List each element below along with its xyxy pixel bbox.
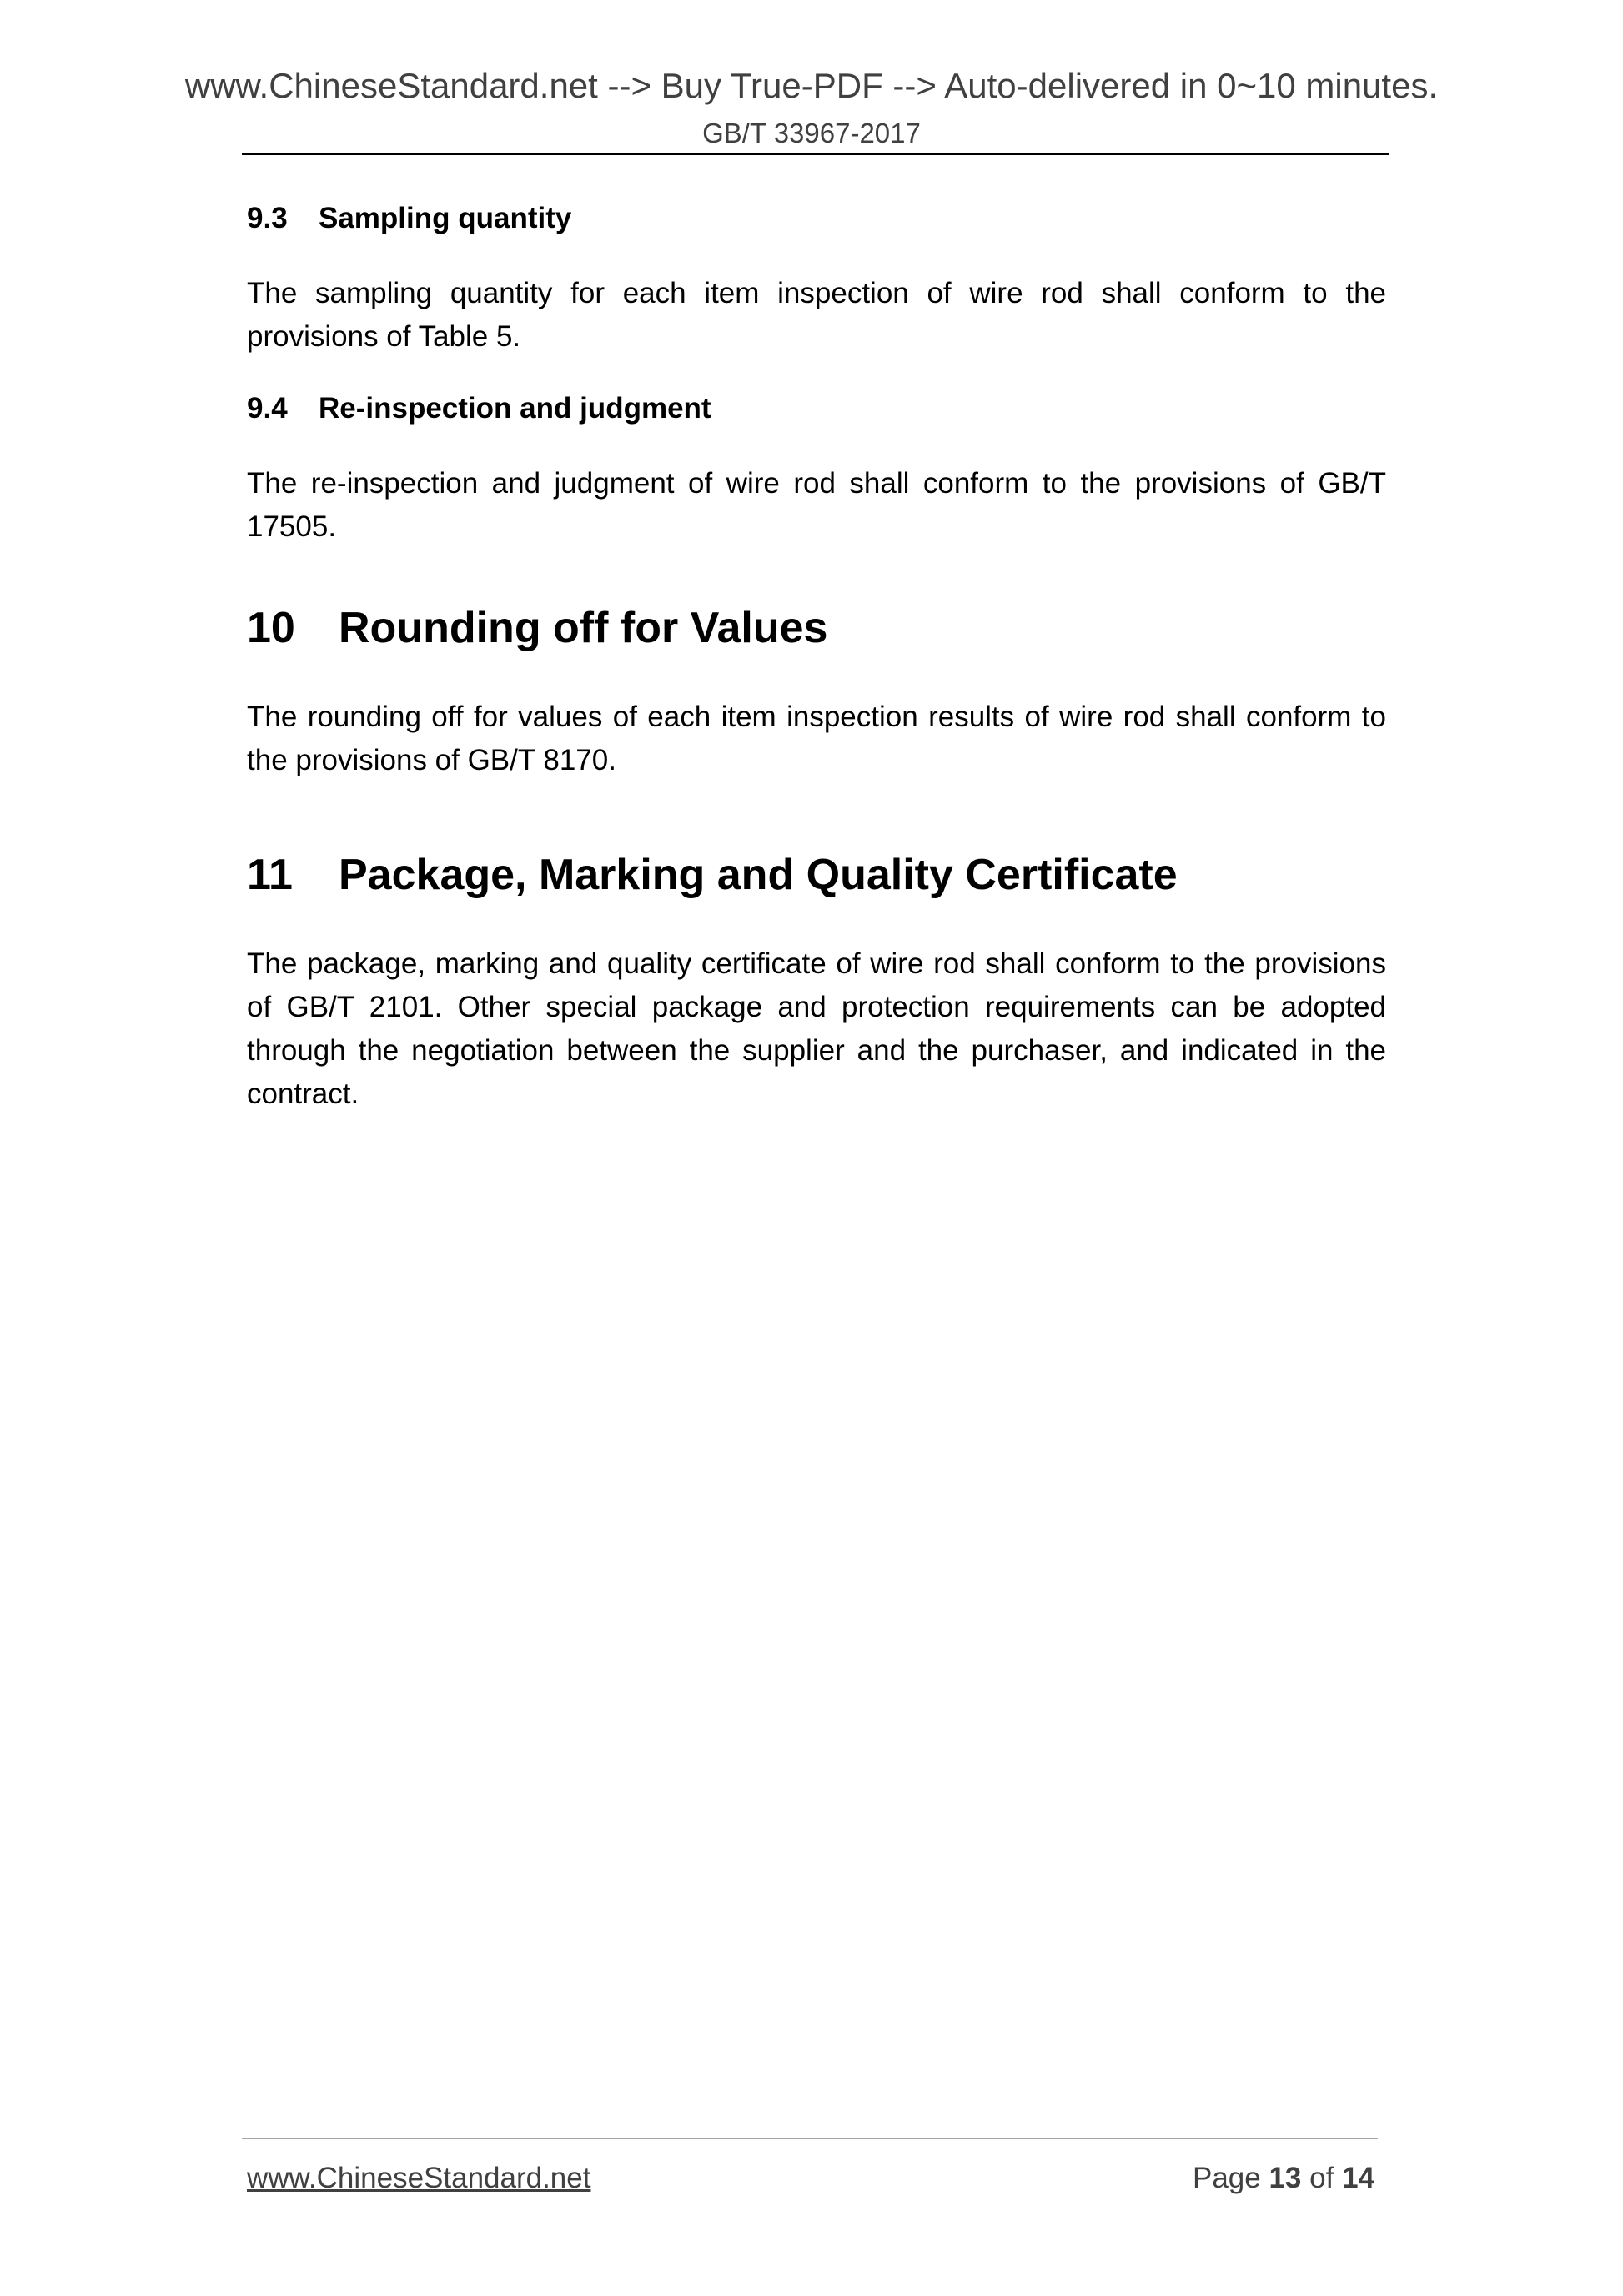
section-number: 9.4 bbox=[247, 392, 288, 425]
section-9-3-body: The sampling quantity for each item inspection of wire rod shall conform to the provisions of Table 5. bbox=[247, 277, 1386, 353]
standard-number: GB/T 33967-2017 bbox=[702, 118, 921, 148]
page-total: 14 bbox=[1342, 2162, 1374, 2194]
header-banner: www.ChineseStandard.net --> Buy True-PDF --> Auto-delivered in 0~10 minutes. bbox=[184, 66, 1439, 105]
page-indicator bbox=[1193, 2160, 1374, 2197]
footer-website-link[interactable]: www.ChineseStandard.net bbox=[247, 2162, 591, 2194]
section-10-body: The rounding off for values of each item inspection results of wire rod shall conform to the provisions of GB/T 8170. bbox=[247, 701, 1386, 776]
section-number: 11 bbox=[247, 851, 293, 899]
page-of: of bbox=[1309, 2162, 1334, 2194]
section-title: Package, Marking and Quality Certificate bbox=[339, 851, 1178, 899]
section-title: Sampling quantity bbox=[319, 202, 572, 234]
page-current: 13 bbox=[1269, 2162, 1302, 2194]
section-11-heading bbox=[247, 846, 1386, 904]
section-10-heading bbox=[247, 599, 1386, 657]
section-9-4-heading bbox=[247, 387, 1386, 430]
section-number: 9.3 bbox=[247, 202, 288, 234]
footer-divider bbox=[242, 2138, 1378, 2139]
section-11-body: The package, marking and quality certificate of wire rod shall conform to the provisions of GB/T 2101. Other special package and protection requirements can be adopted through the negotiation between the supplier and the purchaser, and indicated in the contract. bbox=[247, 947, 1386, 1110]
header-divider bbox=[242, 153, 1389, 155]
document-body bbox=[247, 197, 1386, 1116]
page-label: Page bbox=[1192, 2162, 1261, 2194]
section-number: 10 bbox=[247, 604, 295, 652]
section-title: Re-inspection and judgment bbox=[319, 392, 711, 425]
section-9-4-body: The re-inspection and judgment of wire rod shall conform to the provisions of GB/T 17505. bbox=[247, 467, 1386, 543]
section-9-3-heading bbox=[247, 197, 1386, 240]
section-title: Rounding off for Values bbox=[339, 604, 828, 652]
